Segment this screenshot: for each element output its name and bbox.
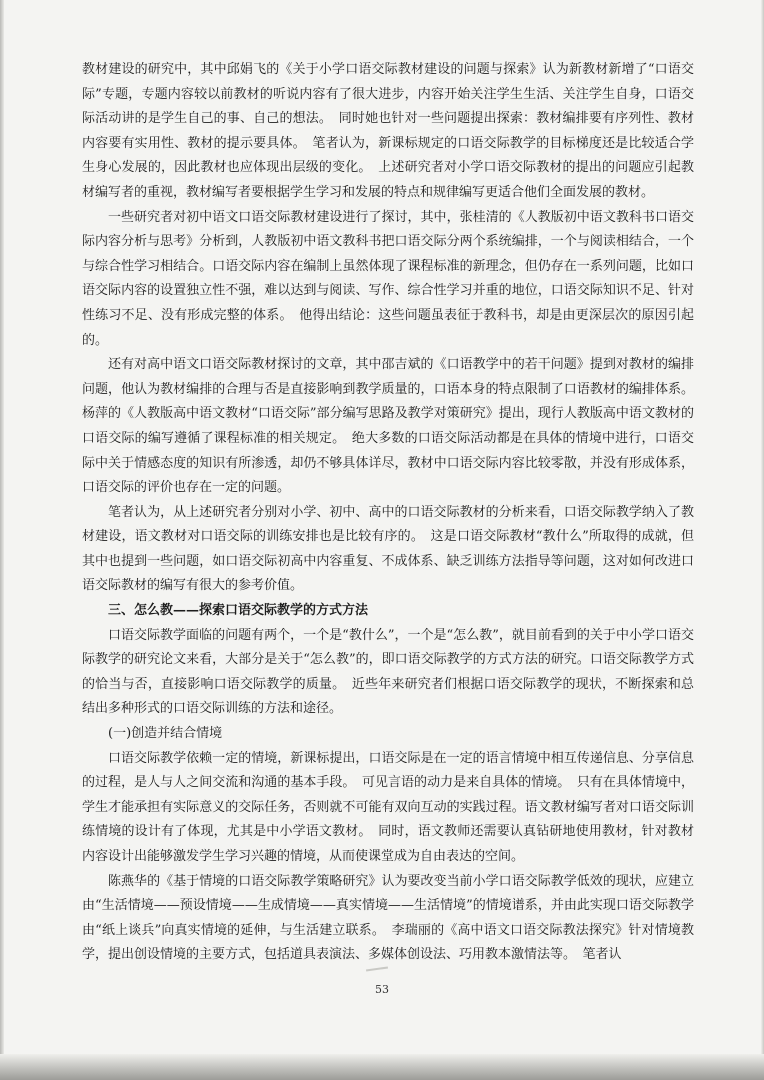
section-heading: 三、怎么教——探索口语交际教学的方式方法	[108, 603, 369, 619]
paragraph-6: 口语交际教学依赖一定的情境，新课标提出，口语交际是在一定的语言情境中相互传递信息、分享信息的过程，是人与人之间交流和沟通的基本手段。 可见言语的动力是来自具体的情境。 只有在具体情境中，学生才能承担有实际意义的交际任务，否则就不可能有双向互动的实践过程。语文教材编写者对口语交际训练情境的设计有了体现，尤其是中小学语文教材。 同时，语文教师还需要认真钻研地使用教材，针对教材内容设计出能够激发学生学习兴趣的情境，从而使课堂成为自由表达的空间。	[82, 750, 694, 864]
paragraph-3: 还有对高中语文口语交际教材探讨的文章，其中邵吉斌的《口语教学中的若干问题》提到对教材的编排问题，他认为教材编排的合理与否是直接影响到教学质量的，口语本身的特点限制了口语教材的编排体系。杨萍的《人教版高中语文教材“口语交际”部分编写思路及教学对策研究》提出，现行人教版高中语文教材的口语交际的编写遵循了课程标准的相关规定。 绝大多数的口语交际活动都是在具体的情境中进行，口语交际中关于情感态度的知识有所渗透，却仍不够具体详尽，教材中口语交际内容比较零散，并没有形成体系，口语交际的评价也存在一定的问题。	[82, 357, 694, 496]
paragraph-1: 教材建设的研究中，其中邱娟飞的《关于小学口语交际教材建设的问题与探索》认为新教材新增了“口语交际”专题，专题内容较以前教材的听说内容有了很大进步，内容开始关注学生生活、关注学生自身，口语交际活动讲的是学生自己的事、自己的想法。 同时她也针对一些问题提出探索：教材编排要有序列性、教材内容要有实用性、教材的提示要具体。 笔者认为，新课标规定的口语交际教学的目标梯度还是比较适合学生身心发展的，因此教材也应体现出层级的变化。 上述研究者对小学口语交际教材的提出的问题应引起教材编写者的重视，教材编写者要根据学生学习和发展的特点和规律编写更适合他们全面发展的教材。	[82, 62, 694, 200]
page-bottom-edge	[0, 1054, 764, 1080]
paragraph-7: 陈燕华的《基于情境的口语交际教学策略研究》认为要改变当前小学口语交际教学低效的现状，应建立由“生活情境——预设情境——生成情境——真实情境——生活情境”的情境谱系，并由此实现口语交际教学由“纸上谈兵”向真实情境的延伸，与生活建立联系。 李瑞丽的《高中语文口语交际教法探究》针对情境教学，提出创设情境的主要方式，包括道具表演法、多媒体创设法、巧用教本激情法等。 笔者认	[82, 873, 694, 963]
paragraph-4: 笔者认为，从上述研究者分别对小学、初中、高中的口语交际教材的分析来看，口语交际教学纳入了教材建设，语文教材对口语交际的训练安排也是比较有序的。 这是口语交际教材“教什么”所取得的成就，但其中也提到一些问题，如口语交际初高中内容重复、不成体系、缺乏训练方法指导等问题，这对如何改进口语交际教材的编写有很大的参考价值。	[82, 504, 694, 594]
paragraph-5: 口语交际教学面临的问题有两个，一个是“教什么”，一个是“怎么教”，就目前看到的关于中小学口语交际教学的研究论文来看，大部分是关于“怎么教”的，即口语交际教学的方式方法的研究。口语交际教学方式的恰当与否，直接影响口语交际教学的质量。 近些年来研究者们根据口语交际教学的现状，不断探索和总结出多种形式的口语交际训练的方法和途径。	[82, 627, 694, 717]
subsection-heading: (一)创造并结合情境	[108, 726, 223, 742]
page-left-edge	[0, 0, 4, 1080]
body-text	[82, 58, 694, 968]
page-number: 53	[375, 983, 389, 996]
paragraph-2: 一些研究者对初中语文口语交际教材建设进行了探讨，其中，张桂清的《人教版初中语文教科书口语交际内容分析与思考》分析到，人教版初中语文教科书把口语交际分两个系统编排，一个与阅读相结合，一个与综合性学习相结合。口语交际内容在编制上虽然体现了课程标准的新理念，但仍存在一系列问题，比如口语交际内容的设置独立性不强，难以达到与阅读、写作、综合性学习并重的地位，口语交际知识不足、针对性练习不足、没有形成完整的体系。 他得出结论：这些问题虽表征于教科书，却是由更深层次的原因引起的。	[82, 209, 694, 348]
